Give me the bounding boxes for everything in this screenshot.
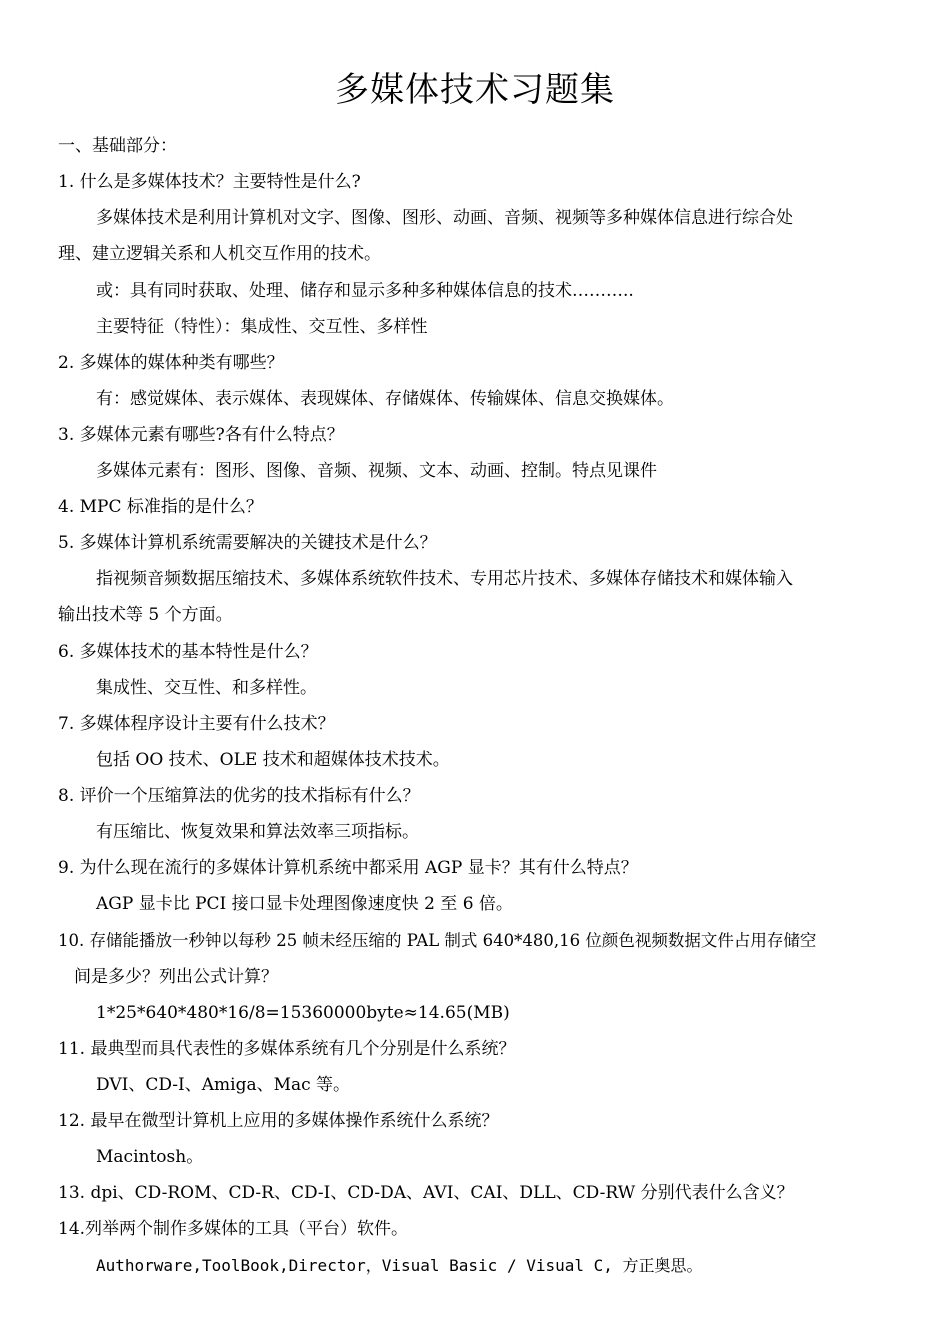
question-8: 8. 评价一个压缩算法的优劣的技术指标有什么？ — [58, 786, 420, 806]
answer-2: 有：感觉媒体、表示媒体、表现媒体、存储媒体、传输媒体、信息交换媒体。 — [96, 389, 674, 409]
answer-7: 包括 OO 技术、OLE 技术和超媒体技术技术。 — [96, 750, 450, 770]
question-11: 11. 最典型而具代表性的多媒体系统有几个分别是什么系统？ — [58, 1039, 516, 1059]
question-12: 12. 最早在微型计算机上应用的多媒体操作系统什么系统？ — [58, 1111, 499, 1131]
document-title: 多媒体技术习题集 — [335, 70, 615, 110]
question-9: 9. 为什么现在流行的多媒体计算机系统中都采用 AGP 显卡？其有什么特点？ — [58, 858, 638, 878]
answer-10: 1*25*640*480*16/8=15360000byte≈14.65(MB) — [96, 1003, 510, 1023]
answer-9: AGP 显卡比 PCI 接口显卡处理图像速度快 2 至 6 倍。 — [96, 894, 513, 914]
answer-1-line-2: 理、建立逻辑关系和人机交互作用的技术。 — [58, 244, 381, 264]
answer-11: DVI、CD-I、Amiga、Mac 等。 — [96, 1075, 351, 1095]
question-10-line-2: 间是多少？列出公式计算？ — [74, 967, 278, 987]
question-10-line-1: 10. 存储能播放一秒钟以每秒 25 帧未经压缩的 PAL 制式 640*480,16 位颜色视频数据文件占用存储空 — [58, 931, 817, 950]
answer-6: 集成性、交互性、和多样性。 — [96, 678, 317, 698]
question-2: 2. 多媒体的媒体种类有哪些？ — [58, 353, 284, 373]
answer-5-line-2: 输出技术等 5 个方面。 — [58, 605, 233, 625]
question-5: 5. 多媒体计算机系统需要解决的关键技术是什么？ — [58, 533, 437, 553]
question-1: 1. 什么是多媒体技术？主要特性是什么? — [58, 172, 361, 192]
question-14: 14.列举两个制作多媒体的工具（平台）软件。 — [58, 1219, 409, 1239]
answer-3: 多媒体元素有：图形、图像、音频、视频、文本、动画、控制。特点见课件 — [96, 461, 657, 481]
question-13: 13. dpi、CD-ROM、CD-R、CD-I、CD-DA、AVI、CAI、DLL、CD-RW 分别代表什么含义？ — [58, 1183, 794, 1203]
section-heading: 一、基础部分： — [58, 136, 177, 156]
answer-14: Authorware,ToolBook,Director，Visual Basic / Visual C, 方正奥思。 — [96, 1256, 703, 1275]
answer-1-line-1: 多媒体技术是利用计算机对文字、图像、图形、动画、音频、视频等多种媒体信息进行综合处 — [96, 208, 793, 228]
answer-8: 有压缩比、恢复效果和算法效率三项指标。 — [96, 822, 419, 842]
question-6: 6. 多媒体技术的基本特性是什么？ — [58, 642, 318, 662]
answer-1-features: 主要特征（特性）：集成性、交互性、多样性 — [96, 317, 428, 337]
question-3: 3. 多媒体元素有哪些?各有什么特点？ — [58, 425, 344, 445]
answer-12: Macintosh。 — [96, 1147, 204, 1167]
answer-5-line-1: 指视频音频数据压缩技术、多媒体系统软件技术、专用芯片技术、多媒体存储技术和媒体输入 — [96, 569, 793, 589]
answer-1-alt: 或：具有同时获取、处理、储存和显示多种多种媒体信息的技术……….. — [96, 281, 634, 301]
question-7: 7. 多媒体程序设计主要有什么技术？ — [58, 714, 335, 734]
question-4: 4. MPC 标准指的是什么？ — [58, 497, 263, 517]
